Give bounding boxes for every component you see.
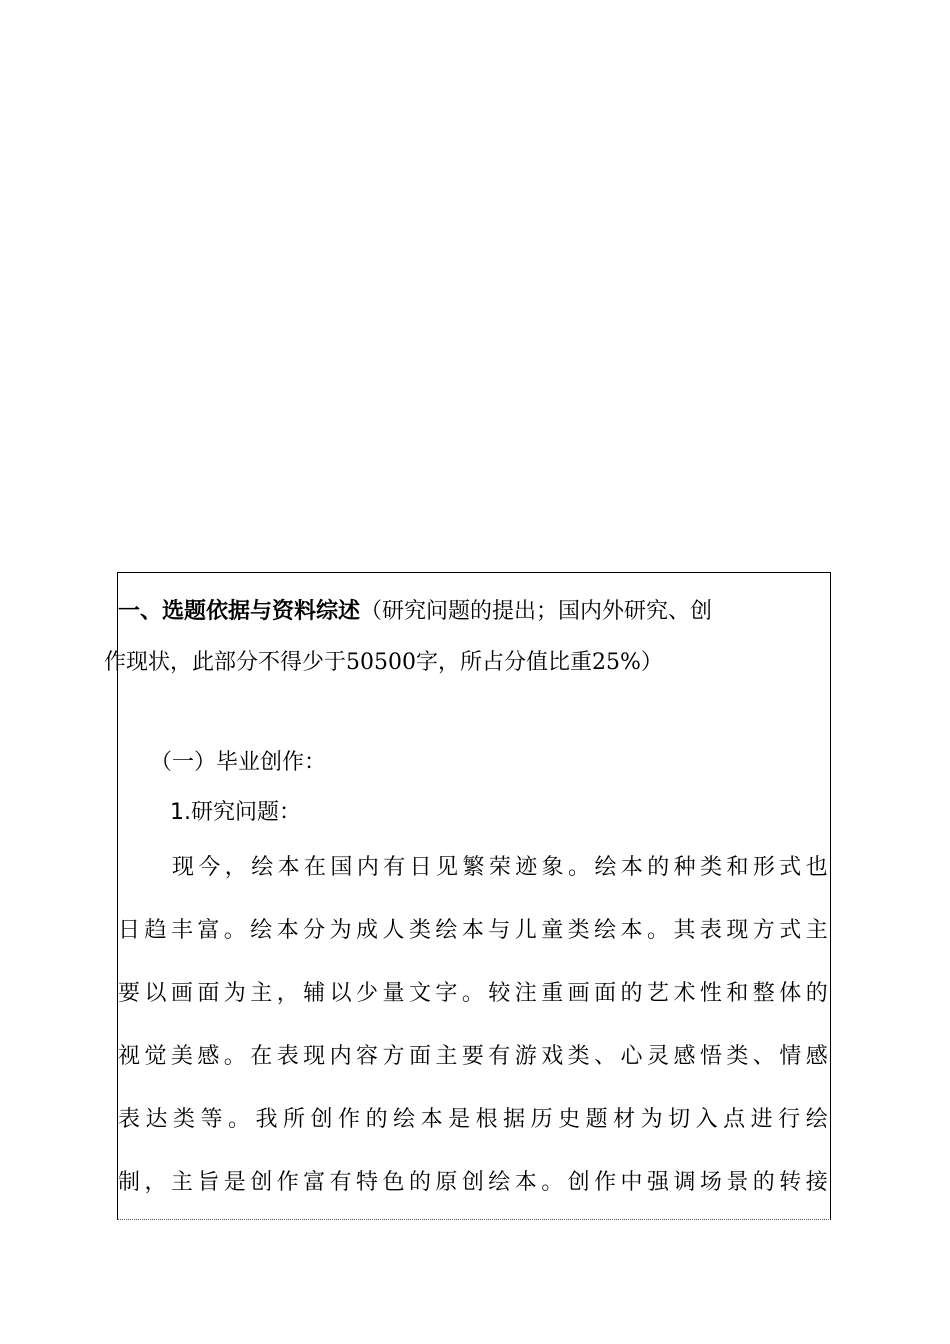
- paragraph-line: 视觉美感。在表现内容方面主要有游戏类、心灵感悟类、情感: [118, 1044, 828, 1069]
- item-title: 1.研究问题：: [170, 800, 301, 825]
- section-heading-line-1: [118, 597, 712, 627]
- section-heading: 一、选题依据与资料综述: [118, 599, 361, 624]
- paragraph-line: 现今，绘本在国内有日见繁荣迹象。绘本的种类和形式也: [172, 855, 828, 880]
- paragraph-line: 要以画面为主，辅以少量文字。较注重画面的艺术性和整体的: [118, 981, 828, 1006]
- section-heading-line-2: 作现状，此部分不得少于50500字，所占分值比重25%）: [104, 650, 663, 675]
- paragraph-line: 制，主旨是创作富有特色的原创绘本。创作中强调场景的转接: [118, 1170, 828, 1195]
- section-heading-note: （研究问题的提出；国内外研究、创: [360, 599, 713, 624]
- subsection-title: （一）毕业创作：: [150, 750, 327, 775]
- paragraph-line: 日趋丰富。绘本分为成人类绘本与儿童类绘本。其表现方式主: [118, 918, 828, 943]
- paragraph-line: 表达类等。我所创作的绘本是根据历史题材为切入点进行绘: [118, 1107, 828, 1132]
